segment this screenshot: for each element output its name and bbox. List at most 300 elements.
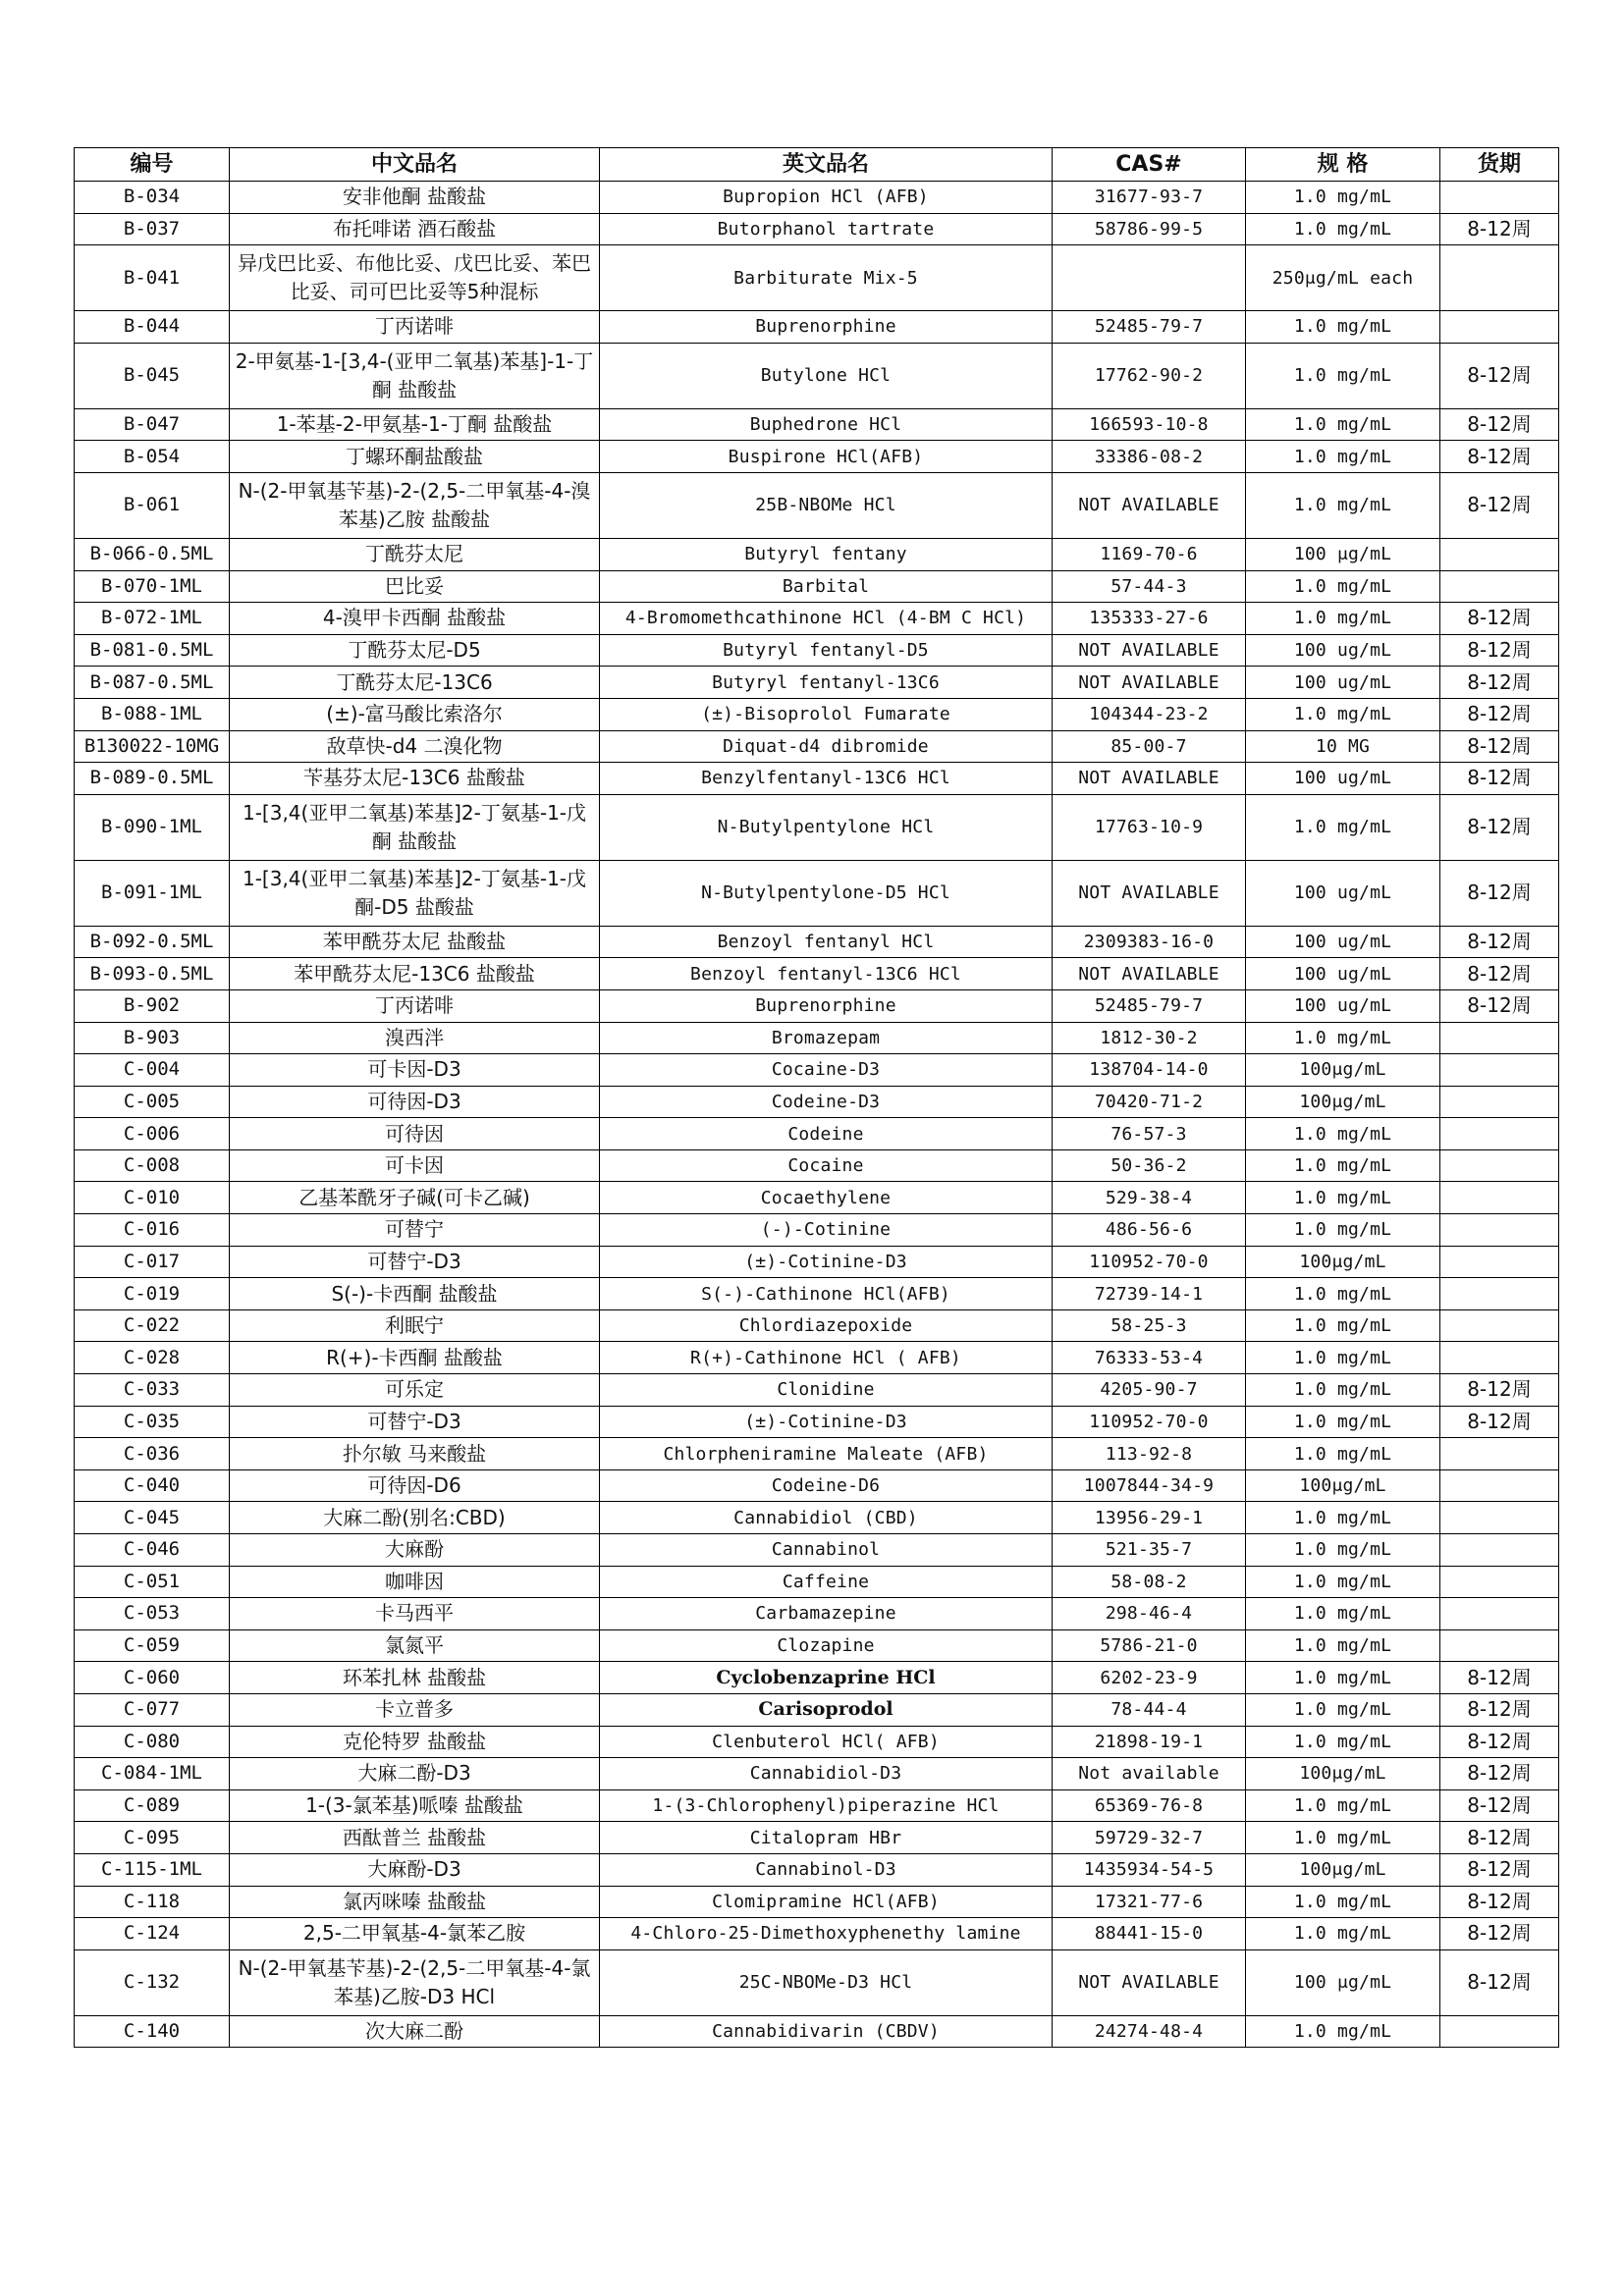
cell-spec: 1.0 mg/mL (1246, 311, 1440, 344)
cell-code: C-095 (75, 1822, 230, 1854)
cell-cas: 521-35-7 (1053, 1534, 1246, 1567)
cell-en-name: S(-)-Cathinone HCl(AFB) (600, 1278, 1053, 1310)
cell-cas: 104344-23-2 (1053, 698, 1246, 730)
cell-cas: 135333-27-6 (1053, 603, 1246, 635)
cell-code: C-132 (75, 1949, 230, 2015)
cell-spec: 1.0 mg/mL (1246, 1406, 1440, 1438)
cell-cn-name: 次大麻二酚 (230, 2015, 600, 2048)
cell-code: C-140 (75, 2015, 230, 2048)
cell-en-name: Bromazepam (600, 1022, 1053, 1054)
cell-spec: 100 ug/mL (1246, 763, 1440, 795)
cell-spec: 100 ug/mL (1246, 860, 1440, 926)
table-row (75, 698, 1559, 730)
cell-spec: 1.0 mg/mL (1246, 408, 1440, 441)
cell-en-name: (±)-Cotinine-D3 (600, 1246, 1053, 1278)
cell-lead-time: 8-12周 (1440, 1886, 1559, 1918)
cell-cn-name: 布托啡诺 酒石酸盐 (230, 213, 600, 245)
cell-lead-time: 8-12周 (1440, 1853, 1559, 1886)
cell-cn-name: 大麻二酚(别名:CBD) (230, 1502, 600, 1534)
cell-lead-time: 8-12周 (1440, 441, 1559, 473)
cell-lead-time (1440, 538, 1559, 570)
cell-code: B130022-10MG (75, 730, 230, 763)
cell-cn-name: 可待因-D6 (230, 1469, 600, 1502)
cell-en-name: Cannabidiol (CBD) (600, 1502, 1053, 1534)
cell-cas: 58786-99-5 (1053, 213, 1246, 245)
cell-lead-time (1440, 1598, 1559, 1630)
header-lead-time: 货期 (1440, 148, 1559, 182)
cell-lead-time: 8-12周 (1440, 1374, 1559, 1407)
cell-en-name: Cocaine-D3 (600, 1054, 1053, 1087)
cell-spec: 1.0 mg/mL (1246, 1022, 1440, 1054)
header-cn-name: 中文品名 (230, 148, 600, 182)
cell-lead-time (1440, 1086, 1559, 1118)
cell-code: C-060 (75, 1662, 230, 1694)
cell-en-name: Butyryl fentanyl-D5 (600, 634, 1053, 667)
cell-code: B-047 (75, 408, 230, 441)
cell-lead-time: 8-12周 (1440, 860, 1559, 926)
cell-spec: 100μg/mL (1246, 1758, 1440, 1790)
cell-lead-time: 8-12周 (1440, 989, 1559, 1022)
cell-spec: 1.0 mg/mL (1246, 213, 1440, 245)
cell-lead-time: 8-12周 (1440, 1726, 1559, 1758)
header-en-name: 英文品名 (600, 148, 1053, 182)
cell-code: C-051 (75, 1566, 230, 1598)
cell-en-name: Clenbuterol HCl( AFB) (600, 1726, 1053, 1758)
cell-lead-time (1440, 1118, 1559, 1150)
cell-lead-time (1440, 1149, 1559, 1182)
cell-lead-time (1440, 245, 1559, 311)
cell-cn-name: 敌草快-d4 二溴化物 (230, 730, 600, 763)
table-row (75, 1886, 1559, 1918)
cell-cas: 52485-79-7 (1053, 311, 1246, 344)
cell-en-name: Bupropion HCl (AFB) (600, 182, 1053, 214)
cell-cn-name: 可卡因 (230, 1149, 600, 1182)
table-row (75, 1822, 1559, 1854)
cell-lead-time: 8-12周 (1440, 667, 1559, 699)
cell-cas: 33386-08-2 (1053, 441, 1246, 473)
table-row (75, 1182, 1559, 1214)
cell-code: C-124 (75, 1918, 230, 1950)
cell-code: C-077 (75, 1693, 230, 1726)
cell-lead-time: 8-12周 (1440, 730, 1559, 763)
cell-code: B-037 (75, 213, 230, 245)
cell-spec: 1.0 mg/mL (1246, 1502, 1440, 1534)
cell-lead-time (1440, 1342, 1559, 1374)
cell-spec: 100 ug/mL (1246, 634, 1440, 667)
cell-spec: 1.0 mg/mL (1246, 441, 1440, 473)
cell-cn-name: 可待因-D3 (230, 1086, 600, 1118)
cell-code: C-045 (75, 1502, 230, 1534)
cell-en-name: Cyclobenzaprine HCl (600, 1662, 1053, 1694)
cell-cn-name: 氯丙咪嗪 盐酸盐 (230, 1886, 600, 1918)
cell-code: B-902 (75, 989, 230, 1022)
cell-en-name: 25B-NBOMe HCl (600, 472, 1053, 538)
cell-lead-time: 8-12周 (1440, 1693, 1559, 1726)
cell-en-name: Butorphanol tartrate (600, 213, 1053, 245)
cell-cas: 24274-48-4 (1053, 2015, 1246, 2048)
cell-lead-time (1440, 1534, 1559, 1567)
cell-spec: 1.0 mg/mL (1246, 1918, 1440, 1950)
table-row (75, 1598, 1559, 1630)
cell-en-name: Benzoyl fentanyl-13C6 HCl (600, 958, 1053, 990)
table-row (75, 408, 1559, 441)
cell-cas: NOT AVAILABLE (1053, 667, 1246, 699)
cell-cas: Not available (1053, 1758, 1246, 1790)
cell-en-name: Citalopram HBr (600, 1822, 1053, 1854)
cell-code: C-016 (75, 1214, 230, 1247)
cell-code: C-118 (75, 1886, 230, 1918)
cell-spec: 1.0 mg/mL (1246, 1598, 1440, 1630)
cell-cn-name: 丁丙诺啡 (230, 311, 600, 344)
cell-lead-time: 8-12周 (1440, 1918, 1559, 1950)
cell-code: C-036 (75, 1438, 230, 1470)
cell-en-name: 4-Chloro-25-Dimethoxyphenethy lamine (600, 1918, 1053, 1950)
cell-en-name: (±)-Bisoprolol Fumarate (600, 698, 1053, 730)
cell-code: B-054 (75, 441, 230, 473)
table-row (75, 1758, 1559, 1790)
cell-code: B-044 (75, 311, 230, 344)
cell-spec: 1.0 mg/mL (1246, 2015, 1440, 2048)
cell-cn-name: 2,5-二甲氧基-4-氯苯乙胺 (230, 1918, 600, 1950)
cell-cas: 17321-77-6 (1053, 1886, 1246, 1918)
cell-cas: 65369-76-8 (1053, 1789, 1246, 1822)
cell-cn-name: 1-苯基-2-甲氨基-1-丁酮 盐酸盐 (230, 408, 600, 441)
cell-cn-name: 苯甲酰芬太尼 盐酸盐 (230, 926, 600, 958)
cell-code: B-081-0.5ML (75, 634, 230, 667)
cell-code: B-087-0.5ML (75, 667, 230, 699)
cell-lead-time: 8-12周 (1440, 1406, 1559, 1438)
cell-code: C-089 (75, 1789, 230, 1822)
cell-en-name: Buspirone HCl(AFB) (600, 441, 1053, 473)
table-row (75, 1662, 1559, 1694)
table-row (75, 1022, 1559, 1054)
cell-cas: NOT AVAILABLE (1053, 860, 1246, 926)
cell-en-name: Codeine-D6 (600, 1469, 1053, 1502)
cell-code: C-028 (75, 1342, 230, 1374)
cell-en-name: (-)-Cotinine (600, 1214, 1053, 1247)
table-row (75, 182, 1559, 214)
cell-lead-time: 8-12周 (1440, 958, 1559, 990)
table-row (75, 472, 1559, 538)
table-row (75, 1374, 1559, 1407)
cell-code: B-092-0.5ML (75, 926, 230, 958)
cell-code: B-034 (75, 182, 230, 214)
cell-spec: 100μg/mL (1246, 1054, 1440, 1087)
table-row (75, 1918, 1559, 1950)
cell-code: C-059 (75, 1629, 230, 1662)
cell-lead-time: 8-12周 (1440, 926, 1559, 958)
cell-spec: 1.0 mg/mL (1246, 1182, 1440, 1214)
cell-spec: 100 ug/mL (1246, 989, 1440, 1022)
cell-spec: 1.0 mg/mL (1246, 1149, 1440, 1182)
cell-code: C-004 (75, 1054, 230, 1087)
table-row (75, 213, 1559, 245)
cell-cn-name: 可卡因-D3 (230, 1054, 600, 1087)
cell-cas: 4205-90-7 (1053, 1374, 1246, 1407)
cell-en-name: Cannabidiol-D3 (600, 1758, 1053, 1790)
cell-spec: 1.0 mg/mL (1246, 1118, 1440, 1150)
cell-lead-time (1440, 1182, 1559, 1214)
cell-lead-time (1440, 311, 1559, 344)
cell-code: C-010 (75, 1182, 230, 1214)
cell-spec: 100μg/mL (1246, 1853, 1440, 1886)
cell-spec: 100μg/mL (1246, 1086, 1440, 1118)
cell-cn-name: 巴比妥 (230, 570, 600, 603)
cell-spec: 1.0 mg/mL (1246, 343, 1440, 408)
cell-en-name: 25C-NBOMe-D3 HCl (600, 1949, 1053, 2015)
cell-code: C-033 (75, 1374, 230, 1407)
cell-cn-name: R(+)-卡西酮 盐酸盐 (230, 1342, 600, 1374)
cell-cas: NOT AVAILABLE (1053, 763, 1246, 795)
table-row (75, 1629, 1559, 1662)
cell-code: C-084-1ML (75, 1758, 230, 1790)
cell-en-name: Butylone HCl (600, 343, 1053, 408)
cell-lead-time (1440, 182, 1559, 214)
table-row (75, 958, 1559, 990)
cell-cn-name: 丁酰芬太尼-13C6 (230, 667, 600, 699)
cell-code: C-005 (75, 1086, 230, 1118)
cell-cn-name: 可替宁-D3 (230, 1246, 600, 1278)
cell-en-name: 1-(3-Chlorophenyl)piperazine HCl (600, 1789, 1053, 1822)
cell-cn-name: 丁螺环酮盐酸盐 (230, 441, 600, 473)
cell-code: C-035 (75, 1406, 230, 1438)
cell-lead-time (1440, 1566, 1559, 1598)
cell-spec: 100μg/mL (1246, 1469, 1440, 1502)
cell-lead-time (1440, 570, 1559, 603)
cell-spec: 1.0 mg/mL (1246, 1342, 1440, 1374)
cell-lead-time: 8-12周 (1440, 1662, 1559, 1694)
cell-lead-time (1440, 1629, 1559, 1662)
cell-spec: 1.0 mg/mL (1246, 1822, 1440, 1854)
cell-cn-name: N-(2-甲氧基苄基)-2-(2,5-二甲氧基-4-氯苯基)乙胺-D3 HCl (230, 1949, 600, 2015)
cell-spec: 1.0 mg/mL (1246, 1662, 1440, 1694)
cell-cas: 31677-93-7 (1053, 182, 1246, 214)
cell-en-name: Codeine-D3 (600, 1086, 1053, 1118)
cell-spec: 250μg/mL each (1246, 245, 1440, 311)
cell-lead-time: 8-12周 (1440, 794, 1559, 860)
table-row (75, 1853, 1559, 1886)
cell-lead-time: 8-12周 (1440, 343, 1559, 408)
cell-en-name: Cannabinol (600, 1534, 1053, 1567)
cell-en-name: Caffeine (600, 1566, 1053, 1598)
cell-cn-name: 环苯扎林 盐酸盐 (230, 1662, 600, 1694)
cell-spec: 1.0 mg/mL (1246, 472, 1440, 538)
cell-cas: 166593-10-8 (1053, 408, 1246, 441)
cell-cn-name: 西酞普兰 盐酸盐 (230, 1822, 600, 1854)
cell-cas: 78-44-4 (1053, 1693, 1246, 1726)
cell-cn-name: (±)-富马酸比索洛尔 (230, 698, 600, 730)
cell-code: B-903 (75, 1022, 230, 1054)
cell-code: B-072-1ML (75, 603, 230, 635)
cell-cn-name: 丁酰芬太尼-D5 (230, 634, 600, 667)
cell-cas: 1169-70-6 (1053, 538, 1246, 570)
cell-code: B-088-1ML (75, 698, 230, 730)
cell-cas: 72739-14-1 (1053, 1278, 1246, 1310)
cell-cas: 88441-15-0 (1053, 1918, 1246, 1950)
cell-en-name: Cocaethylene (600, 1182, 1053, 1214)
cell-cn-name: 可替宁 (230, 1214, 600, 1247)
cell-spec: 1.0 mg/mL (1246, 1438, 1440, 1470)
cell-cas: 298-46-4 (1053, 1598, 1246, 1630)
cell-spec: 100 ug/mL (1246, 958, 1440, 990)
table-row (75, 245, 1559, 311)
cell-cn-name: 2-甲氨基-1-[3,4-(亚甲二氧基)苯基]-1-丁酮 盐酸盐 (230, 343, 600, 408)
table-row (75, 1246, 1559, 1278)
cell-cas: 52485-79-7 (1053, 989, 1246, 1022)
cell-code: B-093-0.5ML (75, 958, 230, 990)
cell-lead-time (1440, 1309, 1559, 1342)
cell-lead-time (1440, 1502, 1559, 1534)
table-row (75, 794, 1559, 860)
cell-lead-time (1440, 1438, 1559, 1470)
cell-spec: 10 MG (1246, 730, 1440, 763)
cell-cas: 21898-19-1 (1053, 1726, 1246, 1758)
table-row (75, 1438, 1559, 1470)
cell-lead-time (1440, 1278, 1559, 1310)
cell-cas: 76-57-3 (1053, 1118, 1246, 1150)
cell-cn-name: 卡立普多 (230, 1693, 600, 1726)
cell-en-name: Butyryl fentanyl-13C6 (600, 667, 1053, 699)
cell-spec: 1.0 mg/mL (1246, 1886, 1440, 1918)
table-row (75, 763, 1559, 795)
cell-en-name: Cannabinol-D3 (600, 1853, 1053, 1886)
header-spec: 规 格 (1246, 148, 1440, 182)
table-row (75, 1693, 1559, 1726)
cell-lead-time: 8-12周 (1440, 1822, 1559, 1854)
cell-en-name: Benzoyl fentanyl HCl (600, 926, 1053, 958)
cell-spec: 1.0 mg/mL (1246, 698, 1440, 730)
cell-cn-name: 大麻酚-D3 (230, 1853, 600, 1886)
cell-cas: 1812-30-2 (1053, 1022, 1246, 1054)
cell-en-name: Buprenorphine (600, 311, 1053, 344)
table-row (75, 667, 1559, 699)
cell-lead-time: 8-12周 (1440, 763, 1559, 795)
cell-cn-name: S(-)-卡西酮 盐酸盐 (230, 1278, 600, 1310)
cell-en-name: Buprenorphine (600, 989, 1053, 1022)
cell-cas: 59729-32-7 (1053, 1822, 1246, 1854)
cell-cas: 138704-14-0 (1053, 1054, 1246, 1087)
header-code: 编号 (75, 148, 230, 182)
cell-cas: 110952-70-0 (1053, 1406, 1246, 1438)
cell-lead-time (1440, 2015, 1559, 2048)
cell-spec: 1.0 mg/mL (1246, 1726, 1440, 1758)
cell-spec: 1.0 mg/mL (1246, 1309, 1440, 1342)
cell-code: C-017 (75, 1246, 230, 1278)
cell-cn-name: 1-(3-氯苯基)哌嗪 盐酸盐 (230, 1789, 600, 1822)
cell-code: B-091-1ML (75, 860, 230, 926)
table-row (75, 1789, 1559, 1822)
cell-lead-time: 8-12周 (1440, 213, 1559, 245)
cell-en-name: Barbital (600, 570, 1053, 603)
cell-cn-name: 苄基芬太尼-13C6 盐酸盐 (230, 763, 600, 795)
cell-cn-name: 扑尔敏 马来酸盐 (230, 1438, 600, 1470)
cell-en-name: Butyryl fentany (600, 538, 1053, 570)
cell-lead-time: 8-12周 (1440, 472, 1559, 538)
table-row (75, 634, 1559, 667)
cell-lead-time: 8-12周 (1440, 1789, 1559, 1822)
table-row (75, 441, 1559, 473)
cell-en-name: Chlordiazepoxide (600, 1309, 1053, 1342)
cell-lead-time: 8-12周 (1440, 1949, 1559, 2015)
cell-cas: 6202-23-9 (1053, 1662, 1246, 1694)
table-row (75, 1309, 1559, 1342)
cell-cas: NOT AVAILABLE (1053, 472, 1246, 538)
cell-cn-name: 4-溴甲卡西酮 盐酸盐 (230, 603, 600, 635)
cell-cas: 13956-29-1 (1053, 1502, 1246, 1534)
cell-cas: 5786-21-0 (1053, 1629, 1246, 1662)
table-row (75, 1342, 1559, 1374)
cell-cn-name: 丁丙诺啡 (230, 989, 600, 1022)
table-row (75, 1214, 1559, 1247)
cell-cas: 17762-90-2 (1053, 343, 1246, 408)
table-row (75, 926, 1559, 958)
cell-code: C-006 (75, 1118, 230, 1150)
cell-en-name: R(+)-Cathinone HCl ( AFB) (600, 1342, 1053, 1374)
cell-cn-name: 可替宁-D3 (230, 1406, 600, 1438)
table-row (75, 1502, 1559, 1534)
cell-spec: 1.0 mg/mL (1246, 603, 1440, 635)
cell-cas: 85-00-7 (1053, 730, 1246, 763)
cell-cn-name: N-(2-甲氧基苄基)-2-(2,5-二甲氧基-4-溴苯基)乙胺 盐酸盐 (230, 472, 600, 538)
cell-code: C-046 (75, 1534, 230, 1567)
cell-cas: NOT AVAILABLE (1053, 634, 1246, 667)
cell-spec: 1.0 mg/mL (1246, 182, 1440, 214)
table-row (75, 1534, 1559, 1567)
cell-cas: 17763-10-9 (1053, 794, 1246, 860)
cell-spec: 1.0 mg/mL (1246, 570, 1440, 603)
cell-en-name: Clonidine (600, 1374, 1053, 1407)
cell-cas: 76333-53-4 (1053, 1342, 1246, 1374)
cell-cn-name: 乙基苯酰牙子碱(可卡乙碱) (230, 1182, 600, 1214)
cell-code: B-061 (75, 472, 230, 538)
table-row (75, 311, 1559, 344)
table-row (75, 1118, 1559, 1150)
table-row (75, 1278, 1559, 1310)
cell-cas: 113-92-8 (1053, 1438, 1246, 1470)
table-row (75, 730, 1559, 763)
table-row (75, 1149, 1559, 1182)
cell-spec: 100μg/mL (1246, 1246, 1440, 1278)
cell-spec: 1.0 mg/mL (1246, 1534, 1440, 1567)
cell-lead-time (1440, 1022, 1559, 1054)
cell-cas: 486-56-6 (1053, 1214, 1246, 1247)
product-table (74, 147, 1559, 2048)
cell-code: B-045 (75, 343, 230, 408)
cell-lead-time: 8-12周 (1440, 603, 1559, 635)
cell-cn-name: 丁酰芬太尼 (230, 538, 600, 570)
cell-cn-name: 克伦特罗 盐酸盐 (230, 1726, 600, 1758)
header-cas: CAS# (1053, 148, 1246, 182)
cell-en-name: Carbamazepine (600, 1598, 1053, 1630)
table-row (75, 538, 1559, 570)
cell-cn-name: 卡马西平 (230, 1598, 600, 1630)
cell-code: C-080 (75, 1726, 230, 1758)
cell-cn-name: 苯甲酰芬太尼-13C6 盐酸盐 (230, 958, 600, 990)
cell-lead-time: 8-12周 (1440, 698, 1559, 730)
cell-spec: 1.0 mg/mL (1246, 1789, 1440, 1822)
cell-code: C-008 (75, 1149, 230, 1182)
cell-spec: 1.0 mg/mL (1246, 1629, 1440, 1662)
cell-spec: 100 μg/mL (1246, 538, 1440, 570)
cell-code: C-115-1ML (75, 1853, 230, 1886)
cell-en-name: Buphedrone HCl (600, 408, 1053, 441)
cell-code: B-041 (75, 245, 230, 311)
cell-cas: 70420-71-2 (1053, 1086, 1246, 1118)
cell-en-name: Clomipramine HCl(AFB) (600, 1886, 1053, 1918)
cell-spec: 100 ug/mL (1246, 667, 1440, 699)
cell-lead-time (1440, 1469, 1559, 1502)
cell-cn-name: 异戊巴比妥、布他比妥、戊巴比妥、苯巴比妥、司可巴比妥等5种混标 (230, 245, 600, 311)
